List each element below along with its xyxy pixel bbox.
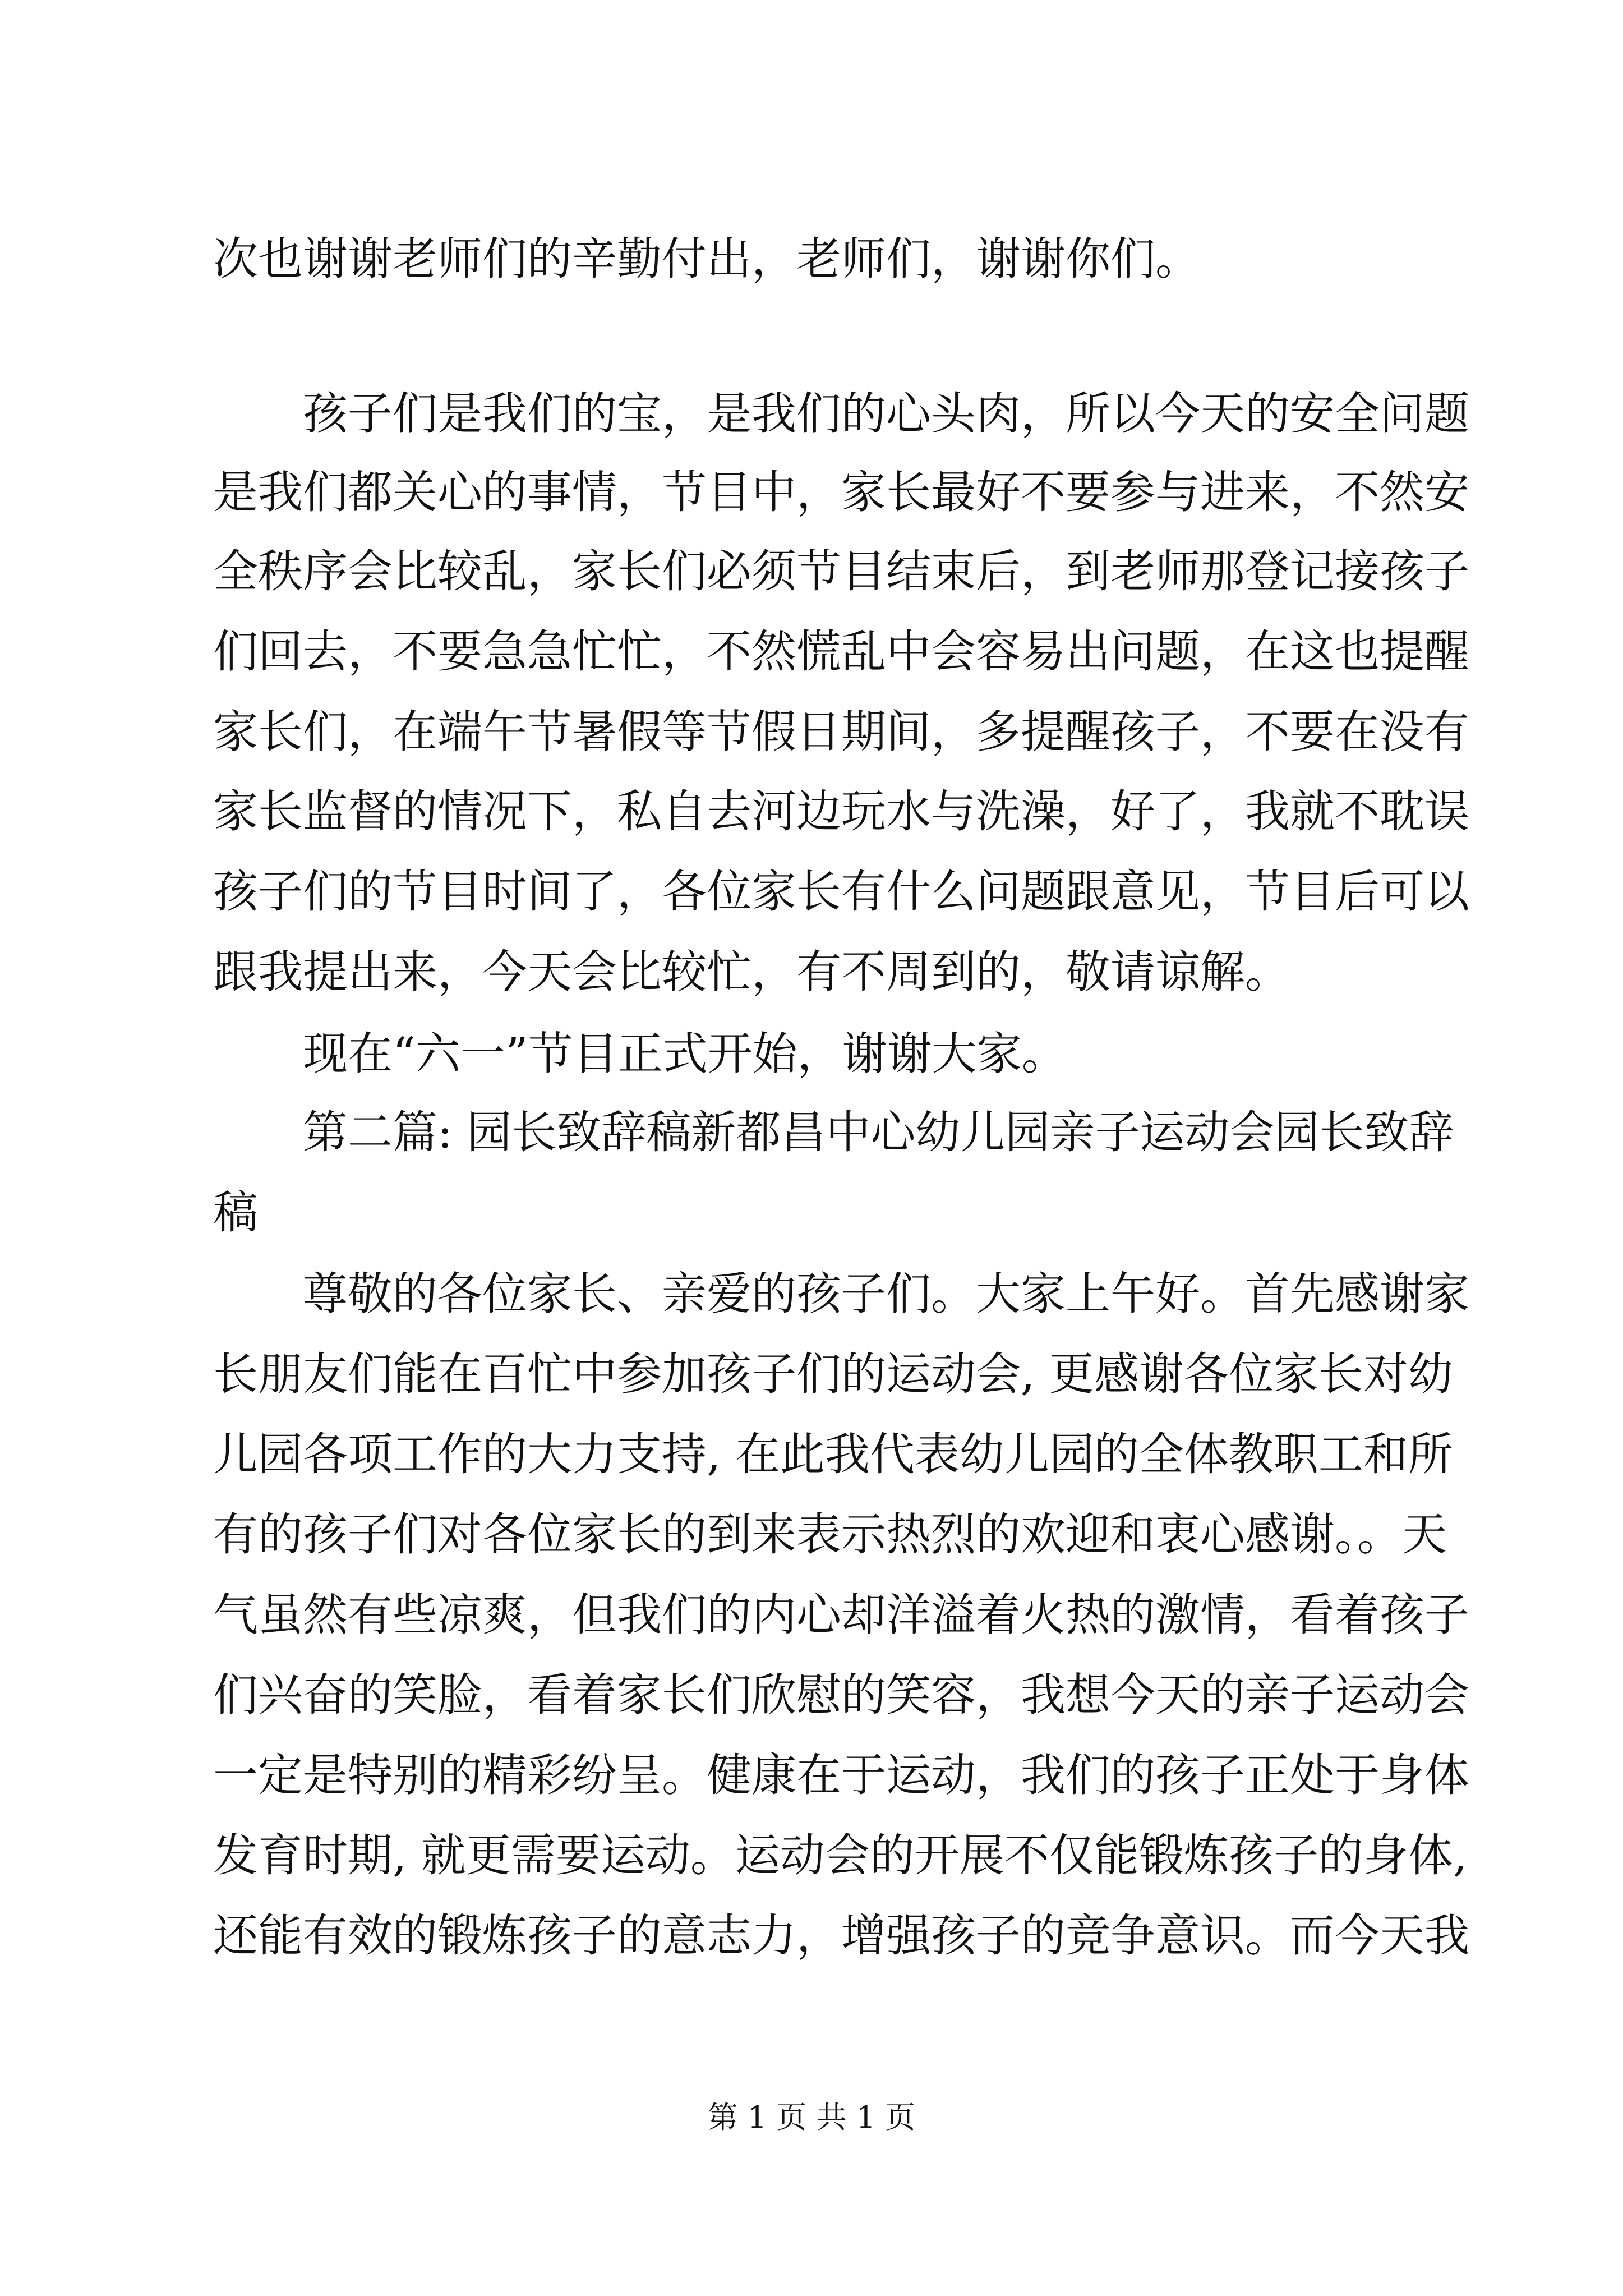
section-heading: 第二篇: 园长致辞稿新都昌中心幼儿园亲子运动会园长致辞: [303, 1106, 1454, 1158]
text-line: 跟我提出来，今天会比较忙，有不周到的，敬请谅解。: [213, 946, 1290, 998]
text-line: 家长们，在端午节暑假等节假日期间，多提醒孩子，不要在没有: [213, 706, 1469, 758]
text-line: 尊敬的各位家长、亲爱的孩子们。大家上午好。首先感谢家: [303, 1268, 1469, 1320]
text-line: 发育时期, 就更需要运动。运动会的开展不仅能锻炼孩子的身体,: [213, 1829, 1468, 1881]
text-line: 全秩序会比较乱，家长们必须节目结束后，到老师那登记接孩子: [213, 545, 1469, 597]
text-line: 气虽然有些凉爽，但我们的内心却洋溢着火热的激情，看着孩子: [213, 1589, 1469, 1641]
text-line: 一定是特别的精彩纷呈。健康在于运动，我们的孩子正处于身体: [213, 1749, 1469, 1801]
text-line: 们兴奋的笑脸，看着家长们欣慰的笑容，我想今天的亲子运动会: [213, 1669, 1469, 1721]
text-line: 有的孩子们对各位家长的到来表示热烈的欢迎和衷心感谢。。天: [213, 1508, 1447, 1561]
text-line: 长朋友们能在百忙中参加孩子们的运动会, 更感谢各位家长对幼: [213, 1348, 1453, 1400]
text-line: 孩子们的节目时间了，各位家长有什么问题跟意见，节目后可以: [213, 866, 1469, 918]
text-line: 们回去，不要急急忙忙，不然慌乱中会容易出问题，在这也提醒: [213, 625, 1469, 678]
text-line: 是我们都关心的事情，节目中，家长最好不要参与进来，不然安: [213, 466, 1469, 518]
text-line: 孩子们是我们的宝，是我们的心头肉，所以今天的安全问题: [303, 388, 1469, 440]
text-line: 现在“六一”节目正式开始，谢谢大家。: [303, 1028, 1067, 1080]
text-line: 还能有效的锻炼孩子的意志力，增强孩子的竞争意识。而今天我: [213, 1910, 1469, 1962]
section-heading-continuation: 稿: [213, 1186, 258, 1239]
text-line: 次也谢谢老师们的辛勤付出，老师们，谢谢你们。: [213, 233, 1200, 285]
page-footer: 第 1 页 共 1 页: [707, 2100, 916, 2135]
text-line: 儿园各项工作的大力支持, 在此我代表幼儿园的全体教职工和所: [213, 1428, 1453, 1480]
text-line: 家长监督的情况下，私自去河边玩水与洗澡，好了，我就不耽误: [213, 785, 1469, 838]
